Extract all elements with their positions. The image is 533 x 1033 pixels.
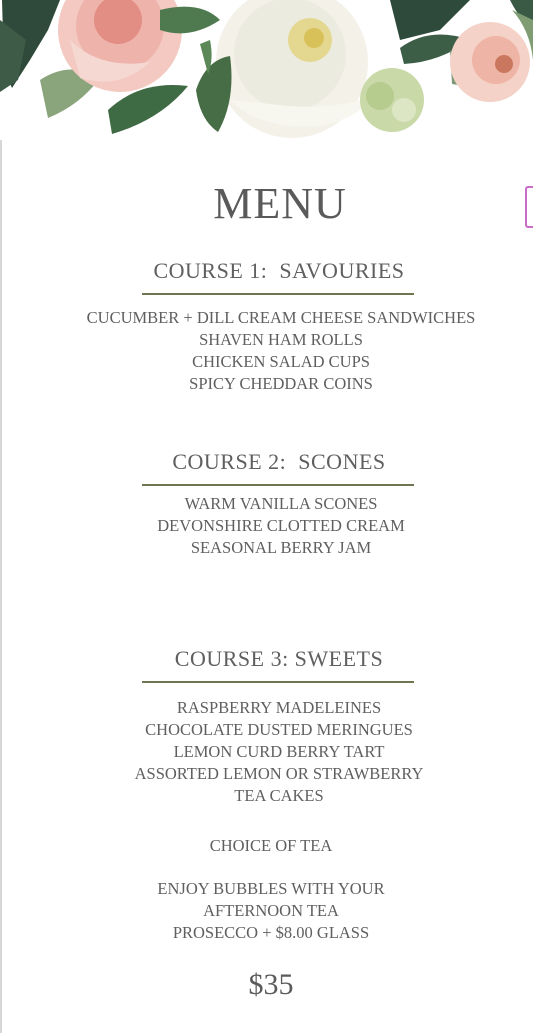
menu-item: SEASONAL BERRY JAM [190,538,372,557]
menu-title: MENU [213,179,347,228]
course-1-heading: COURSE 1: SAVOURIES [153,258,405,283]
menu-item: SPICY CHEDDAR COINS [189,374,373,393]
menu-item: DEVONSHIRE CLOTTED CREAM [157,516,405,535]
menu-item: CHICKEN SALAD CUPS [192,352,370,371]
course-2-items [0,493,533,559]
tea-choice: CHOICE OF TEA [209,836,333,855]
menu-item: SHAVEN HAM ROLLS [199,330,363,349]
course-2-divider [142,484,414,486]
course-3-items [0,697,533,807]
bubbles-line: AFTERNOON TEA [203,901,339,920]
course-1-divider [142,293,414,295]
course-3-heading: COURSE 3: SWEETS [174,646,384,671]
bubbles-line: ENJOY BUBBLES WITH YOUR [157,879,385,898]
floral-banner-icon [0,0,533,140]
bubbles-note [0,878,533,944]
menu-item: TEA CAKES [234,786,324,805]
menu-item: ASSORTED LEMON OR STRAWBERRY [134,764,424,783]
menu-item: LEMON CURD BERRY TART [173,742,385,761]
menu-item: CHOCOLATE DUSTED MERINGUES [145,720,413,739]
menu-item: RASPBERRY MADELEINES [176,698,382,717]
menu-item: CUCUMBER + DILL CREAM CHEESE SANDWICHES [86,308,476,327]
price: $35 [248,968,294,1001]
course-3-divider [142,681,414,683]
bubbles-line: PROSECCO + $8.00 GLASS [172,923,370,942]
course-1-items [0,307,533,395]
menu-item: WARM VANILLA SCONES [184,494,378,513]
course-2-heading: COURSE 2: SCONES [172,449,386,474]
